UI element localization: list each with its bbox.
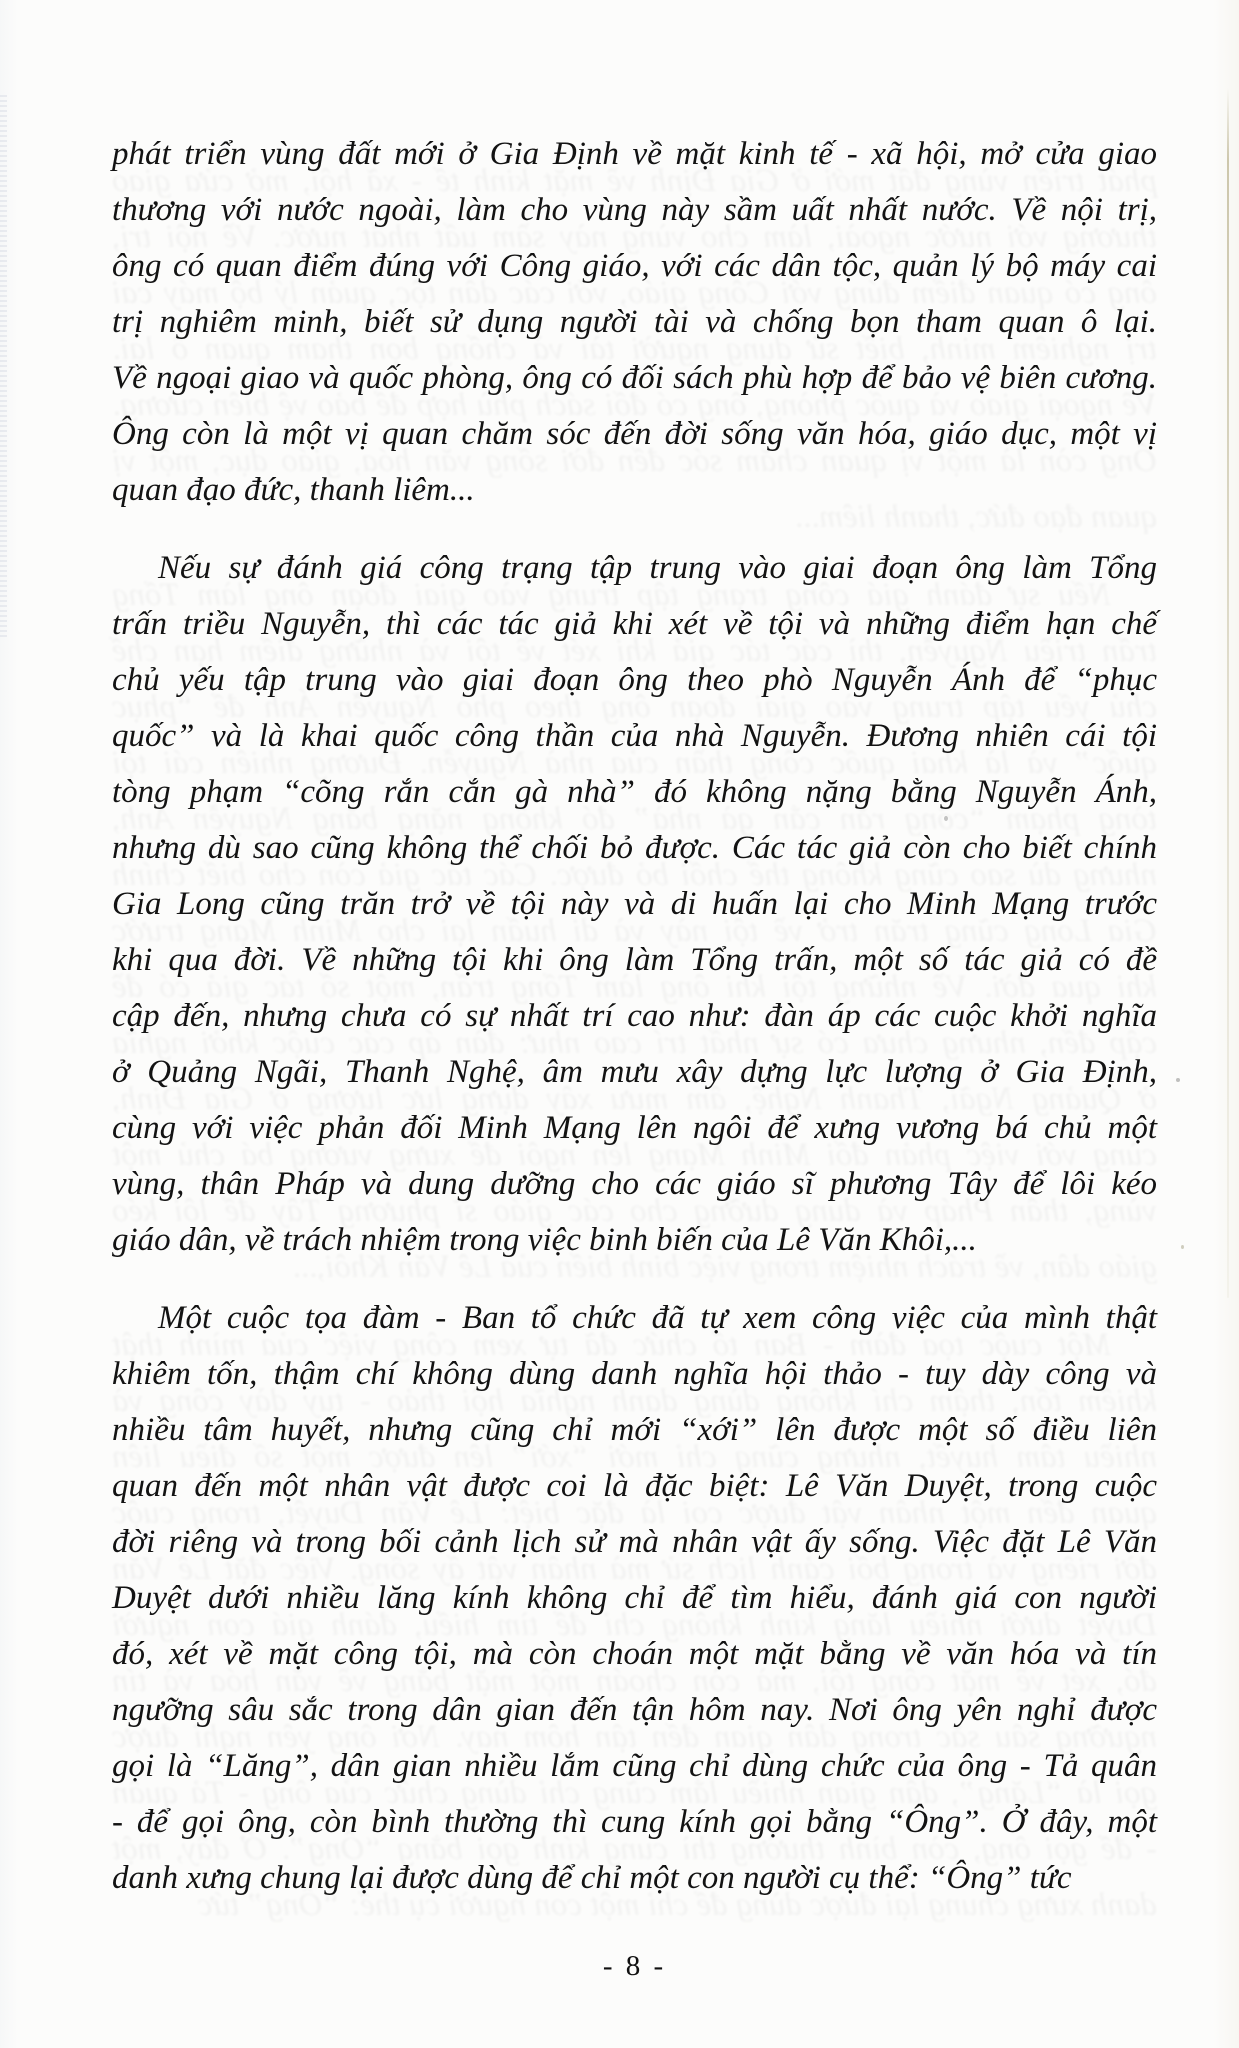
scan-speck: [1181, 1245, 1184, 1249]
text-line: nhưng dù sao cũng không thể chối bỏ được. Các tác giả còn cho biết chính: [112, 830, 1157, 866]
text-line: giáo dân, về trách nhiệm trong việc binh biến của Lê Văn Khôi,...: [112, 1222, 977, 1258]
text-line: cùng với việc phản đối Minh Mạng lên ngôi để xưng vương bá chủ một: [112, 1110, 1157, 1146]
text-line: khi qua đời. Về những tội khi ông làm Tổng trấn, một số tác giả có đề: [112, 942, 1157, 978]
paragraph: [112, 126, 1157, 518]
page-text-block: [112, 126, 1157, 1906]
text-line: quan đạo đức, thanh liêm...: [112, 472, 475, 508]
text-line: ở Quảng Ngãi, Thanh Nghệ, âm mưu xây dựng lực lượng ở Gia Định,: [112, 1054, 1157, 1090]
text-line: danh xưng chung lại được dùng để chỉ một con người cụ thể: “Ông” tức: [112, 1860, 1072, 1896]
text-line: phát triển vùng đất mới ở Gia Định về mặt kinh tế - xã hội, mở cửa giao: [112, 136, 1157, 172]
paragraph: [112, 1290, 1157, 1906]
text-line: quan đến một nhân vật được coi là đặc biệt: Lê Văn Duyệt, trong cuộc: [112, 1468, 1157, 1504]
page-edge-shadow-line: [1227, 88, 1229, 1298]
text-line: - để gọi ông, còn bình thường thì cung kính gọi bằng “Ông”. Ở đây, một: [112, 1804, 1157, 1840]
text-line: tòng phạm “cõng rắn cắn gà nhà” đó không nặng bằng Nguyễn Ánh,: [112, 774, 1157, 810]
paragraph: [112, 540, 1157, 1268]
text-line: ngưỡng sâu sắc trong dân gian đến tận hôm nay. Nơi ông yên nghỉ được: [112, 1692, 1157, 1728]
page-number: - 8 -: [602, 1950, 667, 1982]
text-line: quốc” và là khai quốc công thần của nhà Nguyễn. Đương nhiên cái tội: [112, 718, 1157, 754]
text-line: Duyệt dưới nhiều lăng kính không chỉ để tìm hiểu, đánh giá con người: [112, 1580, 1157, 1616]
scan-speck: [1176, 1078, 1180, 1082]
text-line: vùng, thân Pháp và dung dưỡng cho các giáo sĩ phương Tây để lôi kéo: [112, 1166, 1157, 1202]
text-line: chủ yếu tập trung vào giai đoạn ông theo phò Nguyễn Ánh để “phục: [112, 662, 1157, 698]
text-line: thương với nước ngoài, làm cho vùng này sầm uất nhất nước. Về nội trị,: [112, 192, 1157, 228]
text-line: cập đến, nhưng chưa có sự nhất trí cao như: đàn áp các cuộc khởi nghĩa: [112, 998, 1157, 1034]
text-line: Gia Long cũng trăn trở về tội này và di huấn lại cho Minh Mạng trước: [112, 886, 1157, 922]
text-line: nhiều tâm huyết, nhưng cũng chỉ mới “xới” lên được một số điều liên: [112, 1412, 1157, 1448]
text-line: Về ngoại giao và quốc phòng, ông có đối sách phù hợp để bảo vệ biên cương.: [112, 360, 1157, 396]
text-line: trấn triều Nguyễn, thì các tác giả khi xét về tội và những điểm hạn chế: [112, 606, 1157, 642]
text-line: Ông còn là một vị quan chăm sóc đến đời sống văn hóa, giáo dục, một vị: [112, 416, 1157, 452]
text-line: đó, xét về mặt công tội, mà còn choán một mặt bằng về văn hóa và tín: [112, 1636, 1157, 1672]
text-line: đời riêng và trong bối cảnh lịch sử mà nhân vật ấy sống. Việc đặt Lê Văn: [112, 1524, 1157, 1560]
text-line: trị nghiêm minh, biết sử dụng người tài và chống bọn tham quan ô lại.: [112, 304, 1157, 340]
text-line: Một cuộc tọa đàm - Ban tổ chức đã tự xem công việc của mình thật: [158, 1300, 1157, 1336]
text-line: gọi là “Lăng”, dân gian nhiều lắm cũng chỉ dùng chức của ông - Tả quân: [112, 1748, 1157, 1784]
text-line: ông có quan điểm đúng với Công giáo, với các dân tộc, quản lý bộ máy cai: [112, 248, 1157, 284]
text-line: Nếu sự đánh giá công trạng tập trung vào giai đoạn ông làm Tổng: [158, 550, 1157, 586]
text-line: khiêm tốn, thậm chí không dùng danh nghĩa hội thảo - tuy dày công và: [112, 1356, 1157, 1392]
scan-left-edge-artifact: [0, 95, 7, 640]
